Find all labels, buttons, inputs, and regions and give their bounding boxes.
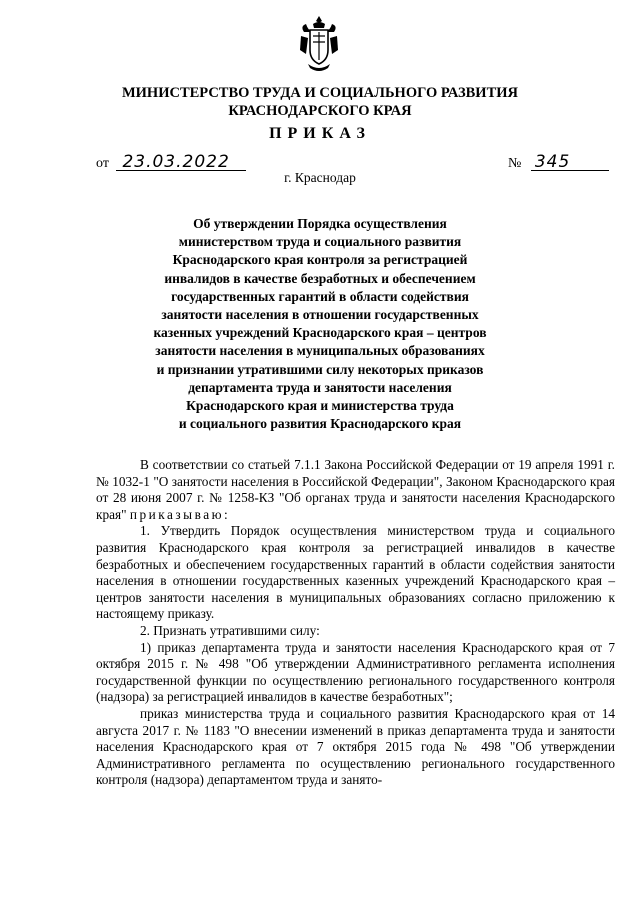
heading-line: и признании утратившими силу некоторых приказов [156,361,484,377]
number-row [508,152,609,172]
ministry-name [0,84,640,120]
paragraph-subitem-1: 1) приказ департамента труда и занятости населения Краснодарского края от 7 октября 2015 г. № 498 "Об утверждении Административного регламента исполнения государственной функции по осуществлению регионального государственного контроля (надзора) за регистрацией инвалидов в качестве безработных"; [96,639,615,705]
paragraph-preamble [96,457,615,523]
ministry-line-2: КРАСНОДАРСКОГО КРАЯ [228,103,412,119]
document-body [96,457,615,789]
handwritten-date: 23.03.2022 [122,152,230,172]
coat-of-arms-emblem [296,14,342,74]
order-title: ПРИКАЗ [269,125,371,142]
heading-line: департамента труда и занятости населения [188,379,452,395]
heading-line: и социального развития Краснодарского края [178,416,462,432]
paragraph-subitem-2: приказ министерства труда и социального развития Краснодарского края от 14 августа 2017 г. № 1183 "О внесении изменений в приказ департамента труда и занятости населения Краснодарского края от 7 октября 2015 года № 498 "Об утверждении Административного регламента по осуществлению регионального государственного контроля (надзора) департаментом труда и занято- [96,705,615,788]
preamble-text: В соответствии со статьей 7.1.1 Закона Российской Федерации от 19 апреля 1991 г. № 1032-1 "О занятости населения в Российской Федерации", Законом Краснодарского края от 28 июня 2007 г. № 1258-КЗ "Об органах труда и занятости населения Краснодарского края" [96,457,615,522]
from-label: от [96,156,109,171]
heading-line: Краснодарского края контроля за регистрацией [172,252,468,268]
date-row [96,152,246,172]
paragraph-item-2: 2. Признать утратившими силу: [140,622,320,638]
heading-line: министерством труда и социального развития [178,234,462,250]
number-label: № [508,156,522,171]
document-heading [150,215,490,433]
heading-line: Об утверждении Порядка осуществления [193,216,447,231]
paragraph-item-1: 1. Утвердить Порядок осуществления министерством труда и социального развития Краснодарского края контроля за регистрацией инвалидов в качестве безработных и обеспечением государственных гарантий в области содействия занятости населения в отношении государственных казенных учреждений Краснодарского края – центров занятости населения в муниципальных образованиях согласно приложению к настоящему приказу. [96,523,615,622]
handwritten-number: 345 [534,152,571,172]
ministry-line-1: МИНИСТЕРСТВО ТРУДА И СОЦИАЛЬНОГО РАЗВИТИЯ [121,85,519,101]
heading-line: инвалидов в качестве безработных и обеспечением [164,270,476,286]
heading-line: занятости населения в муниципальных образованиях [155,343,485,359]
heading-line: занятости населения в отношении государственных [161,307,479,323]
heading-line: казенных учреждений Краснодарского края – центров [153,325,487,341]
heading-line: Краснодарского края и министерства труда [186,398,454,414]
order-word: приказываю: [129,506,231,522]
heading-line: государственных гарантий в области содействия [171,288,469,304]
city: г. Краснодар [284,170,356,185]
